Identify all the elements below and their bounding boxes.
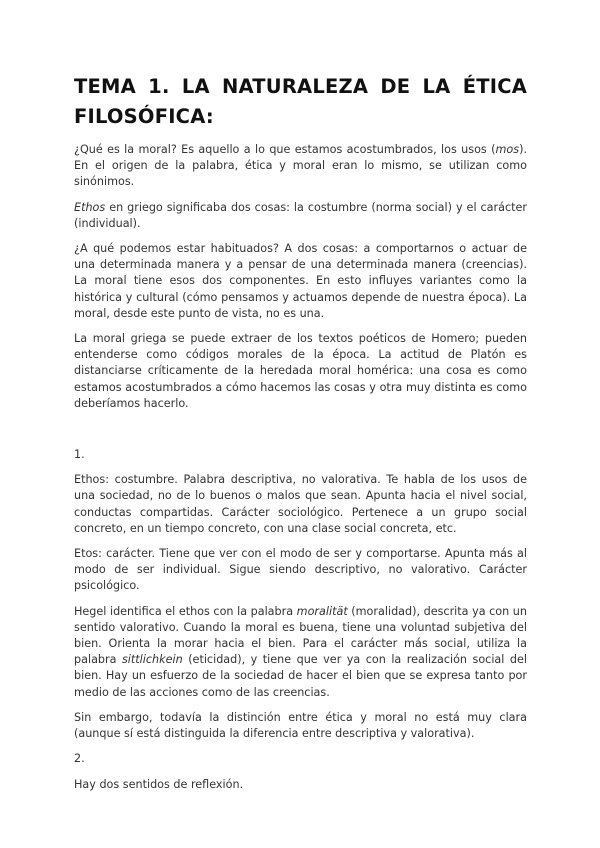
section-number-2: 2.: [74, 752, 85, 766]
paragraph-hegel: [74, 604, 527, 701]
italic-term: sittlichkein: [121, 653, 183, 667]
paragraph-habits: ¿A qué podemos estar habituados? A dos cosas: a comportarnos o actuar de una determinada manera y a pensar de una determinada manera (creencias). La moral tiene esos dos componentes. En esto influyes variantes como la histórica y cultural (cómo pensamos y actuamos depende de nuestra época). La moral, desde este punto de vista, no es una.: [74, 242, 527, 320]
italic-term: moralität: [296, 604, 348, 618]
page-title: TEMA 1. LA NATURALEZA DE LA ÉTICA FILOSÓFICA:: [74, 75, 527, 128]
paragraph-reflection: Hay dos sentidos de reflexión.: [74, 777, 244, 791]
text-fragment: ¿Qué es la moral? Es aquello a lo que estamos acostumbrados, los usos (: [74, 143, 496, 156]
paragraph-moral-definition: [74, 142, 527, 191]
text-fragment: Hegel identifica el ethos con la palabra: [74, 604, 297, 618]
italic-term: mos: [495, 143, 520, 156]
section-number-1: 1.: [74, 448, 85, 462]
paragraph-greek-moral: La moral griega se puede extraer de los textos poéticos de Homero; pueden entenderse como códigos morales de la época. La actitud de Platón es distanciarse críticamente de la heredada moral homérica: una cosa es como estamos acostumbrados a cómo hacemos las cosas y otra muy distinta es como deberíamos hacerlo.: [74, 332, 527, 410]
paragraph-distinction: Sin embargo, todavía la distinción entre ética y moral no está muy clara (aunque sí está distinguida la diferencia entre descriptiva y valorativa).: [74, 710, 527, 741]
spacer: [74, 421, 527, 447]
text-fragment: (moralidad), descrita ya con un sentido valorativo. Cuando la moral es buena, tiene una voluntad subjetiva del bien. Orienta la morar hacia el bien. Para el carácter más social, utiliza la palabra: [74, 604, 527, 667]
text-fragment: en griego significaba dos cosas: la costumbre (norma social) y el carácter (individual).: [74, 200, 527, 230]
italic-term: Ethos: [74, 200, 106, 214]
text-fragment: ). En el origen de la palabra, ética y moral eran lo mismo, se utilizan como sinónimos.: [74, 143, 527, 189]
text-fragment: (eticidad), y tiene que ver ya con la realización social del bien. Hay un esfuerzo de la sociedad de hacer el bien que se expresa tanto por medio de las acciones como de las creencias.: [74, 653, 527, 699]
paragraph-ethos-custom: Ethos: costumbre. Palabra descriptiva, no valorativa. Te habla de los usos de una sociedad, no de lo buenos o malos que sean. Apunta hacia el nivel social, conductas compartidas. Carácter sociológico. Pertenece a un grupo social concreto, en un tiempo concreto, con una clase social concreta, etc.: [74, 473, 527, 535]
paragraph-ethos-greek: [74, 200, 527, 232]
paragraph-etos-character: Etos: carácter. Tiene que ver con el modo de ser y comportarse. Apunta más al modo de ser individual. Sigue siendo descriptivo, no valorativo. Carácter psicológico.: [74, 547, 527, 593]
